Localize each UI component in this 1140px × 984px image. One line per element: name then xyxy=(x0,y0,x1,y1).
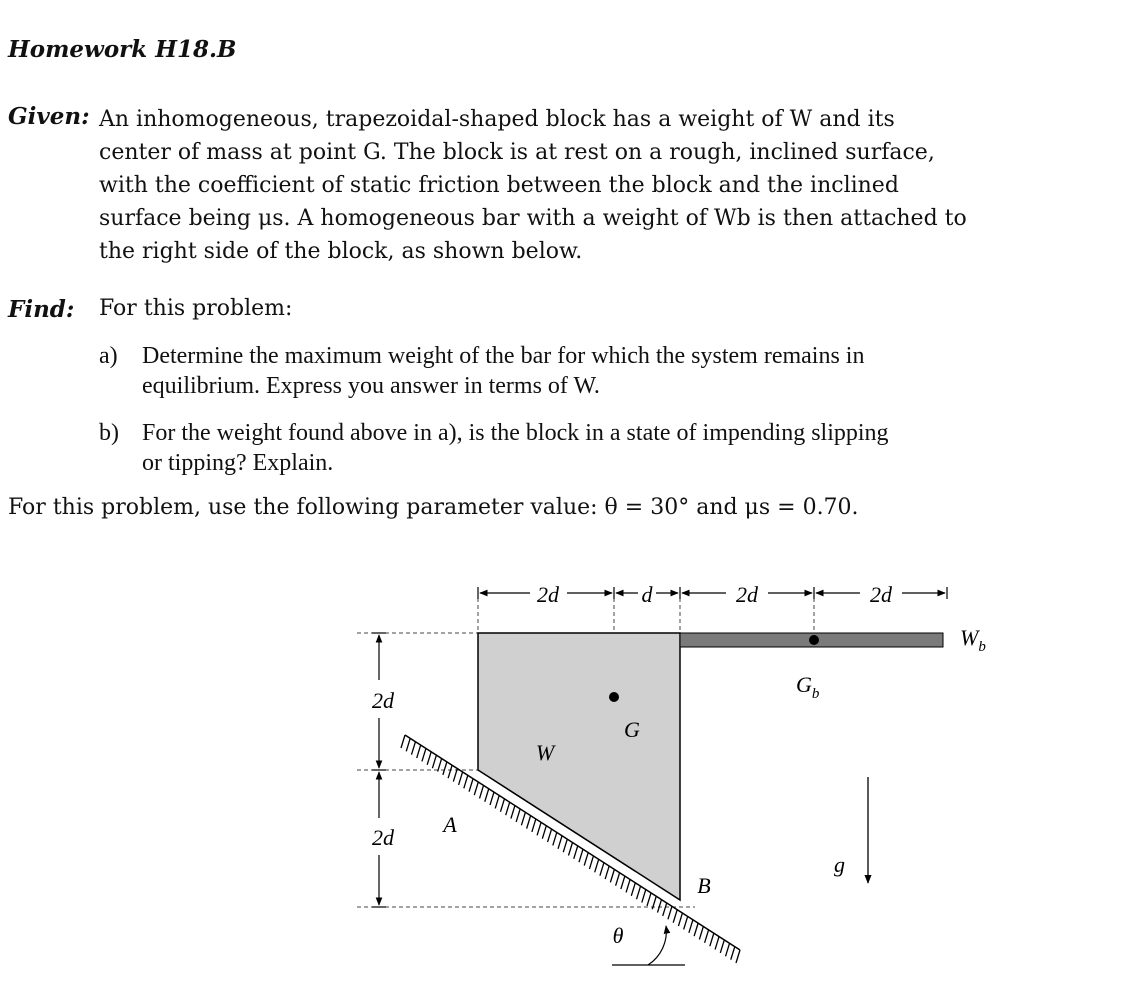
hatch-mark xyxy=(464,775,468,788)
hatch-mark xyxy=(595,859,599,872)
hatch-mark xyxy=(647,893,651,906)
block-weight-label: W xyxy=(535,740,555,765)
hatch-mark xyxy=(705,930,709,943)
given-line: the right side of the block, as shown below. xyxy=(99,239,583,264)
hatch-mark xyxy=(600,863,604,876)
find-item-line: or tipping? Explain. xyxy=(142,450,334,476)
hatch-mark xyxy=(558,836,562,849)
angle-theta-label: θ xyxy=(612,923,624,948)
hatch-mark xyxy=(684,916,688,929)
hatch-mark xyxy=(459,772,463,785)
dim-label: 2d xyxy=(870,582,892,607)
hatch-mark xyxy=(720,940,724,953)
hatch-mark xyxy=(637,886,641,899)
hatch-mark xyxy=(673,910,677,923)
hatch-mark xyxy=(569,843,573,856)
given-line: center of mass at point G. The block is at rest on a rough, inclined surface, xyxy=(99,140,935,165)
hatch-mark xyxy=(657,900,661,913)
find-item-line: equilibrium. Express you answer in terms of W. xyxy=(142,373,600,399)
hatch-mark xyxy=(668,906,672,919)
hatch-mark xyxy=(521,812,525,825)
hatch-mark xyxy=(689,920,693,933)
hatch-mark xyxy=(480,785,484,798)
hatch-mark xyxy=(532,819,536,832)
given-label: Given: xyxy=(8,103,90,130)
parameter-statement: For this problem, use the following parameter value: θ = 30° and μs = 0.70. xyxy=(8,495,859,520)
point-a-label: A xyxy=(443,812,457,837)
given-line: with the coefficient of static friction between the block and the inclined xyxy=(99,173,899,198)
hatch-mark xyxy=(485,789,489,802)
hatch-mark xyxy=(427,752,431,765)
hatch-mark xyxy=(605,866,609,879)
hatch-mark xyxy=(553,832,557,845)
hatch-mark xyxy=(563,839,567,852)
angle-arc-icon xyxy=(648,926,666,965)
hatch-mark xyxy=(631,883,635,896)
hatch-mark xyxy=(736,950,740,963)
find-item-label: b) xyxy=(99,420,119,446)
find-intro: For this problem: xyxy=(99,296,293,321)
hatch-mark xyxy=(710,933,714,946)
block-com-label: G xyxy=(624,717,640,742)
hatch-mark xyxy=(401,735,405,748)
hatch-mark xyxy=(422,748,426,761)
left-dimensions xyxy=(372,633,386,907)
hatch-mark xyxy=(495,795,499,808)
hatch-mark xyxy=(642,890,646,903)
find-item-label: a) xyxy=(99,343,118,369)
hatch-mark xyxy=(694,923,698,936)
hatch-mark xyxy=(579,849,583,862)
dim-label: 2d xyxy=(372,825,394,850)
hatch-mark xyxy=(621,876,625,889)
hatch-mark xyxy=(500,799,504,812)
dim-label: 2d xyxy=(372,688,394,713)
hatch-mark xyxy=(610,869,614,882)
dim-label: 2d xyxy=(537,582,559,607)
bar-center-of-mass xyxy=(809,635,819,645)
hatch-mark xyxy=(537,822,541,835)
hatch-mark xyxy=(548,829,552,842)
find-label: Find: xyxy=(8,296,75,323)
hatch-mark xyxy=(448,765,452,778)
dim-label: d xyxy=(641,582,653,607)
find-item-line: For the weight found above in a), is the block in a state of impending slipping xyxy=(142,420,889,446)
hatch-mark xyxy=(542,826,546,839)
block-center-of-mass xyxy=(609,692,619,702)
point-b-label: B xyxy=(697,873,711,898)
bar-com-label: $G_b$ xyxy=(796,672,820,702)
find-item-line: Determine the maximum weight of the bar for which the system remains in xyxy=(142,343,865,369)
hatch-mark xyxy=(726,943,730,956)
hatch-mark xyxy=(616,873,620,886)
hatch-mark xyxy=(506,802,510,815)
hatch-mark xyxy=(626,879,630,892)
hatch-mark xyxy=(584,853,588,866)
hatch-mark xyxy=(443,762,447,775)
given-line: An inhomogeneous, trapezoidal-shaped block has a weight of W and its xyxy=(99,107,895,132)
hatch-mark xyxy=(453,769,457,782)
page-title: Homework H18.B xyxy=(8,36,237,63)
hatch-mark xyxy=(589,856,593,869)
hatch-mark xyxy=(731,947,735,960)
hatch-mark xyxy=(663,903,667,916)
hatch-mark xyxy=(432,755,436,768)
hatch-mark xyxy=(678,913,682,926)
dim-label: 2d xyxy=(736,582,758,607)
hatch-mark xyxy=(699,926,703,939)
hatch-mark xyxy=(527,816,531,829)
hatch-mark xyxy=(411,742,415,755)
hatch-mark xyxy=(516,809,520,822)
bar-weight-label: $W_b$ xyxy=(960,625,986,655)
given-line: surface being μs. A homogeneous bar with a weight of Wb is then attached to xyxy=(99,206,967,231)
hatch-mark xyxy=(469,779,473,792)
hatch-mark xyxy=(474,782,478,795)
hatch-mark xyxy=(511,806,515,819)
gravity-label: g xyxy=(834,852,845,877)
hatch-mark xyxy=(406,738,410,751)
hatch-mark xyxy=(715,937,719,950)
hatch-mark xyxy=(574,846,578,859)
hatch-mark xyxy=(417,745,421,758)
hatch-mark xyxy=(490,792,494,805)
